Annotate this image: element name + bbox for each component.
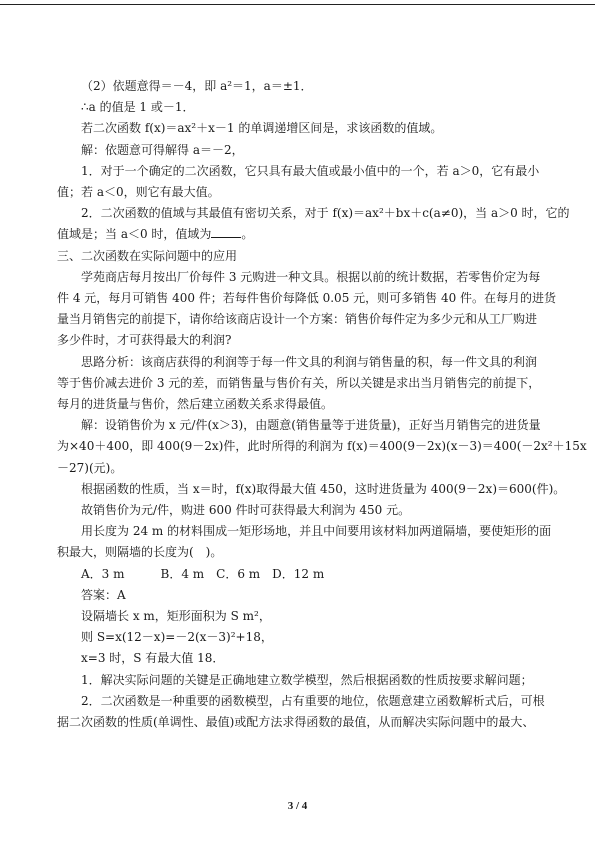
text-line [57,500,545,521]
line-text: 解：依题意可得解得 a＝－2， [81,142,244,157]
line-text: 为×40＋400，即 400(9－2x)件，此时所得的利润为 f(x)＝400(9－2x)(x－3)＝400(－2x²＋15x [57,439,587,454]
line-text: 量当月销售完的前提下，请你给该商店设计一个方案：销售价每件定为多少元和从工厂购进 [57,312,538,327]
line-text: 根据函数的性质，当 x＝时，f(x)取得最大值 450，这时进货量为 400(9－2x)＝600(件)。 [81,481,566,496]
line-text: 学苑商店每月按出厂价每件 3 元购进一种文具。根据以前的统计数据，若零售价定为每 [81,269,541,284]
text-line [57,479,566,500]
text-line [57,224,545,245]
text-line [57,246,545,267]
text-line [57,76,545,97]
text-line [57,458,545,479]
text-line [57,309,545,330]
line-text: 三、二次函数在实际问题中的应用 [57,248,238,263]
text-line [57,373,545,394]
line-text: A．3 m B．4 m C．6 m D．12 m [81,566,325,581]
text-line [57,330,545,351]
text-line [57,118,545,139]
text-line [57,161,545,182]
text-line [57,521,552,542]
text-line [57,394,545,415]
text-line [57,712,545,733]
line-text: 值域是；当 a＜0 时，值域为 [57,227,212,242]
page-number: 3 / 4 [287,800,308,812]
line-text: 多少件时，才可获得最大的利润? [57,333,232,348]
text-line [57,288,557,309]
text-line [57,648,545,669]
text-line [57,415,545,436]
line-text: 等于售价减去进价 3 元的差，而销售量与售价有关，所以关键是求出当月销售完的前提下， [57,375,541,390]
line-text-tail: 。 [241,227,254,242]
line-text: 积最大，则隔墙的长度为( )。 [57,545,223,560]
text-line [57,140,545,161]
line-text: 2．二次函数是一种重要的函数模型，占有重要的地位，依题意建立函数解析式后，可根 [81,693,545,708]
line-text: 答案：A [81,587,126,602]
line-text: 设隔墙长 x m，矩形面积为 S m²， [81,609,271,624]
text-line [57,267,545,288]
text-line [57,203,570,224]
line-text: 1．对于一个确定的二次函数，它只具有最大值或最小值中的一个，若 a＞0，它有最小 [81,163,540,178]
line-text: 思路分析：该商店获得的利润等于每一件文具的利润与销售量的积，每一件文具的利润 [81,354,538,369]
line-text: 则 S=x(12－x)=－2(x－3)²+18， [81,630,273,645]
line-text: 若二次函数 f(x)＝ax²＋x－1 的单调递增区间是，求该函数的值域。 [81,121,443,136]
line-text: －27)(元)。 [57,460,123,475]
text-line [57,352,545,373]
text-line [57,627,545,648]
line-text: ∴a 的值是 1 或－1． [81,100,195,115]
line-text: 故销售价为元/件，购进 600 件时可获得最大利润为 450 元。 [81,503,411,518]
line-text: 值；若 a＜0，则它有最大值。 [57,185,220,200]
line-text: 据二次函数的性质(单调性、最值)或配方法求得函数的最值，从而解决实际问题中的最大、 [57,715,535,730]
text-line [57,585,545,606]
text-line [57,691,545,712]
line-text: x=3 时，S 有最大值 18． [81,651,225,666]
line-text: 1．解决实际问题的关键是正确地建立数学模型，然后根据函数的性质按要求解问题； [81,672,533,687]
text-line [57,542,545,563]
text-line [57,606,545,627]
line-text: 每月的进货量与售价，然后建立函数关系求得最值。 [57,397,334,412]
line-text: 用长度为 24 m 的材料围成一矩形场地，并且中间要用该材料加两道隔墙，要使矩形的面 [81,524,552,539]
text-line [57,436,587,457]
body-text [57,76,587,733]
fill-in-blank [211,225,241,238]
text-line [57,670,545,691]
line-text: 解：设销售价为 x 元/件(x＞3)，由题意(销售量等于进货量)，正好当月销售完的进货量 [81,418,541,433]
text-line [57,564,545,585]
text-line [57,97,545,118]
line-text: 2．二次函数的值域与其最值有密切关系，对于 f(x)＝ax²＋bx＋c(a≠0)，当 a＞0 时，它的 [81,206,570,221]
line-text: 件 4 元，每月可销售 400 件；若每件售价每降低 0.05 元，则可多销售 40 件。在每月的进货 [57,291,557,306]
top-rule [0,4,595,5]
text-line [57,182,545,203]
line-text: （2）依题意得＝－4，即 a²＝1，a＝±1． [81,79,313,93]
